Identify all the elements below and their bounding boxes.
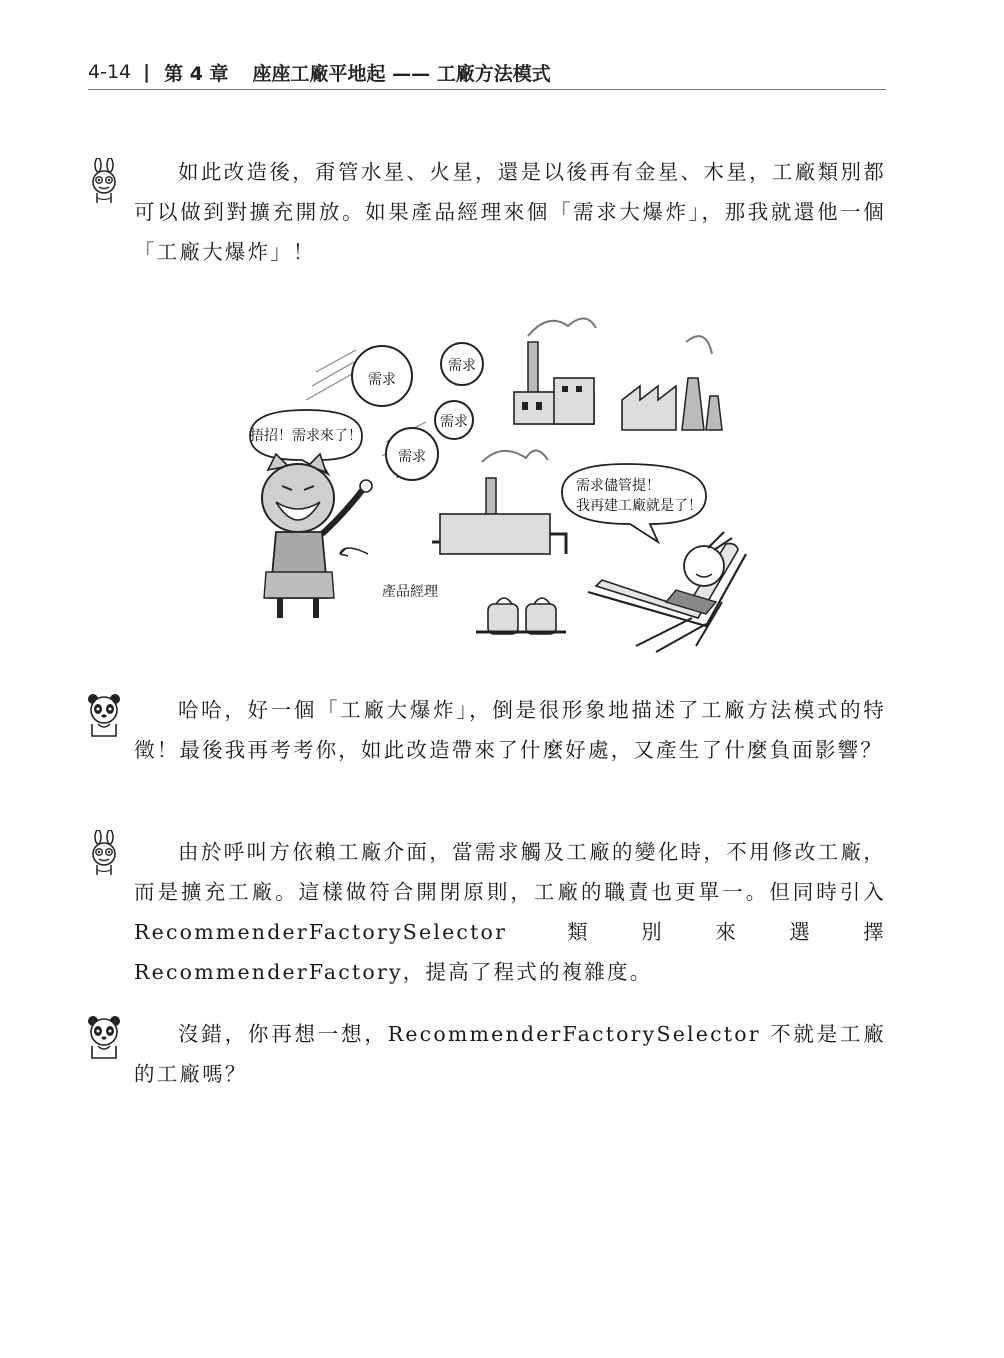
demand-ball bbox=[352, 346, 412, 406]
running-header bbox=[88, 58, 886, 86]
demand-ball bbox=[435, 401, 473, 439]
demand-ball bbox=[386, 428, 438, 480]
paragraph-text: 如此改造後，甭管水星、火星，還是以後再有金星、木星，工廠類別都可以做到對擴充開放。如果產品經理來個「需求大爆炸」，那我就還他一個「工廠大爆炸」！ bbox=[134, 160, 886, 264]
dialogue-paragraph-4 bbox=[134, 1014, 886, 1094]
rabbit-speech-bubble bbox=[562, 464, 706, 542]
svg-text:需求: 需求 bbox=[448, 358, 476, 374]
header-separator: | bbox=[143, 61, 151, 83]
relaxing-rabbit bbox=[588, 532, 746, 652]
dialogue-paragraph-1 bbox=[134, 152, 886, 272]
rabbit-avatar-icon bbox=[84, 830, 124, 878]
svg-text:需求: 需求 bbox=[368, 372, 396, 388]
paragraph-text: 哈哈，好一個「工廠大爆炸」，倒是很形象地描述了工廠方法模式的特徵！最後我再考考你，如此改造帶來了什麼好處，又產生了什麼負面影響？ bbox=[134, 698, 886, 762]
factory-icon bbox=[432, 450, 566, 554]
panda-avatar-icon bbox=[84, 1012, 124, 1060]
dialogue-paragraph-3 bbox=[134, 832, 886, 992]
dialogue-paragraph-2 bbox=[134, 690, 886, 770]
panda-avatar-icon bbox=[84, 690, 124, 738]
svg-text:我再建工廠就是了！: 我再建工廠就是了！ bbox=[576, 498, 702, 514]
rabbit-avatar-icon bbox=[84, 158, 124, 206]
chapter-label: 第 4 章 bbox=[164, 62, 229, 85]
svg-text:需求儘管提！: 需求儘管提！ bbox=[576, 478, 660, 494]
pm-label: 產品經理 bbox=[382, 584, 438, 600]
chapter-title: 座座工廠平地起 —— 工廠方法模式 bbox=[252, 62, 551, 85]
page-number: 4-14 bbox=[88, 61, 132, 83]
paragraph-text: 沒錯，你再想一想，RecommenderFactorySelector 不就是工廠的工廠嗎？ bbox=[134, 1022, 886, 1086]
header-rule bbox=[88, 89, 886, 90]
product-manager-cat bbox=[262, 454, 372, 618]
svg-text:捂招！需求來了！: 捂招！需求來了！ bbox=[250, 428, 362, 444]
demand-ball bbox=[441, 343, 483, 385]
factory-icon bbox=[514, 318, 596, 424]
pm-pointer-arrowhead bbox=[340, 548, 348, 556]
factory-icon bbox=[476, 598, 566, 634]
svg-text:需求: 需求 bbox=[398, 449, 426, 465]
paragraph-text: 由於呼叫方依賴工廠介面，當需求觸及工廠的變化時，不用修改工廠，而是擴充工廠。這樣做符合開閉原則，工廠的職責也更單一。但同時引入 RecommenderFactorySelector 類別來選擇 RecommenderFactory，提高了程式的複雜度。 bbox=[134, 840, 886, 984]
factory-icon bbox=[622, 336, 722, 430]
factory-explosion-illustration bbox=[236, 302, 772, 666]
svg-text:需求: 需求 bbox=[440, 414, 468, 430]
